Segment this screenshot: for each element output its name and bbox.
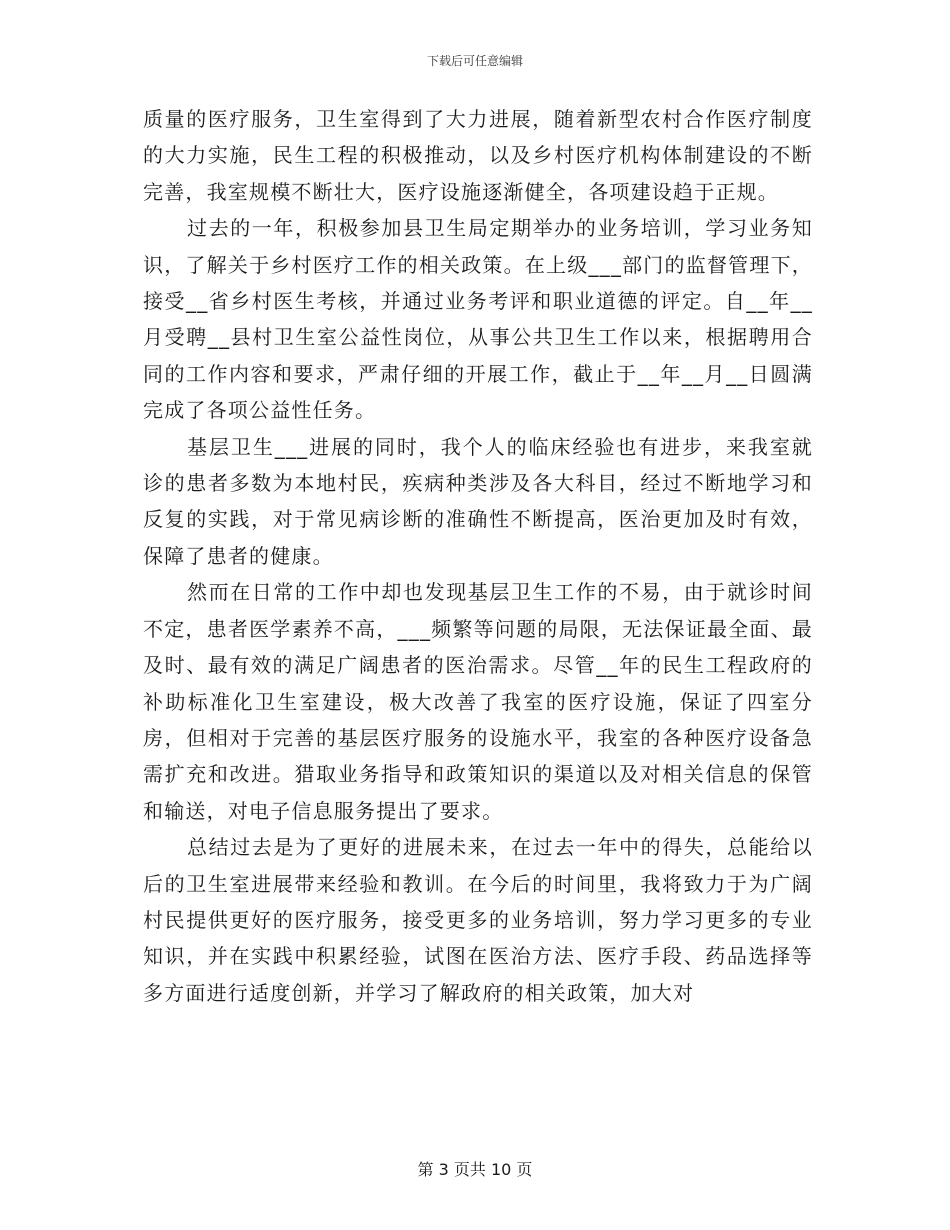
paragraph-summary: 总结过去是为了更好的进展未来，在过去一年中的得失，总能给以后的卫生室进展带来经验和教训。在今后的时间里，我将致力于为广阔村民提供更好的医疗服务，接受更多的业务培训，努力学习更多的专业知识，并在实践中积累经验，试图在医治方法、医疗手段、药品选择等多方面进行适度创新，并学习了解政府的相关政策，加大对 (143, 835, 813, 1005)
paragraph-training: 过去的一年，积极参加县卫生局定期举办的业务培训，学习业务知识，了解关于乡村医疗工作的相关政策。在上级___部门的监督管理下，接受__省乡村医生考核，并通过业务考评和职业道德的评定。自__年__月受聘__县村卫生室公益性岗位，从事公共卫生工作以来，根据聘用合同的工作内容和要求，严肃仔细的开展工作，截止于__年__月__日圆满完成了各项公益性任务。 (143, 216, 813, 423)
paragraph-clinical-experience: 基层卫生___进展的同时，我个人的临床经验也有进步，来我室就诊的患者多数为本地村民，疾病种类涉及各大科目，经过不断地学习和反复的实践，对于常见病诊断的准确性不断提高，医治更加及时有效，保障了患者的健康。 (143, 434, 813, 568)
document-body (143, 101, 813, 1011)
paragraph-continuation: 质量的医疗服务，卫生室得到了大力进展，随着新型农村合作医疗制度的大力实施，民生工程的积极推动，以及乡村医疗机构体制建设的不断完善，我室规模不断壮大，医疗设施逐渐健全，各项建设趋于正规。 (143, 107, 813, 204)
paragraph-difficulties: 然而在日常的工作中却也发现基层卫生工作的不易，由于就诊时间不定，患者医学素养不高，___频繁等问题的局限，无法保证最全面、最及时、最有效的满足广阔患者的医治需求。尽管__年的民生工程政府的补助标准化卫生室建设，极大改善了我室的医疗设施，保证了四室分房，但相对于完善的基层医疗服务的设施水平，我室的各种医疗设备急需扩充和改进。猎取业务指导和政策知识的渠道以及对相关信息的保管和输送，对电子信息服务提出了要求。 (143, 580, 813, 823)
page-header-note: 下载后可任意编辑 (426, 54, 523, 68)
page-number-footer: 第 3 页共 10 页 (417, 1160, 533, 1179)
